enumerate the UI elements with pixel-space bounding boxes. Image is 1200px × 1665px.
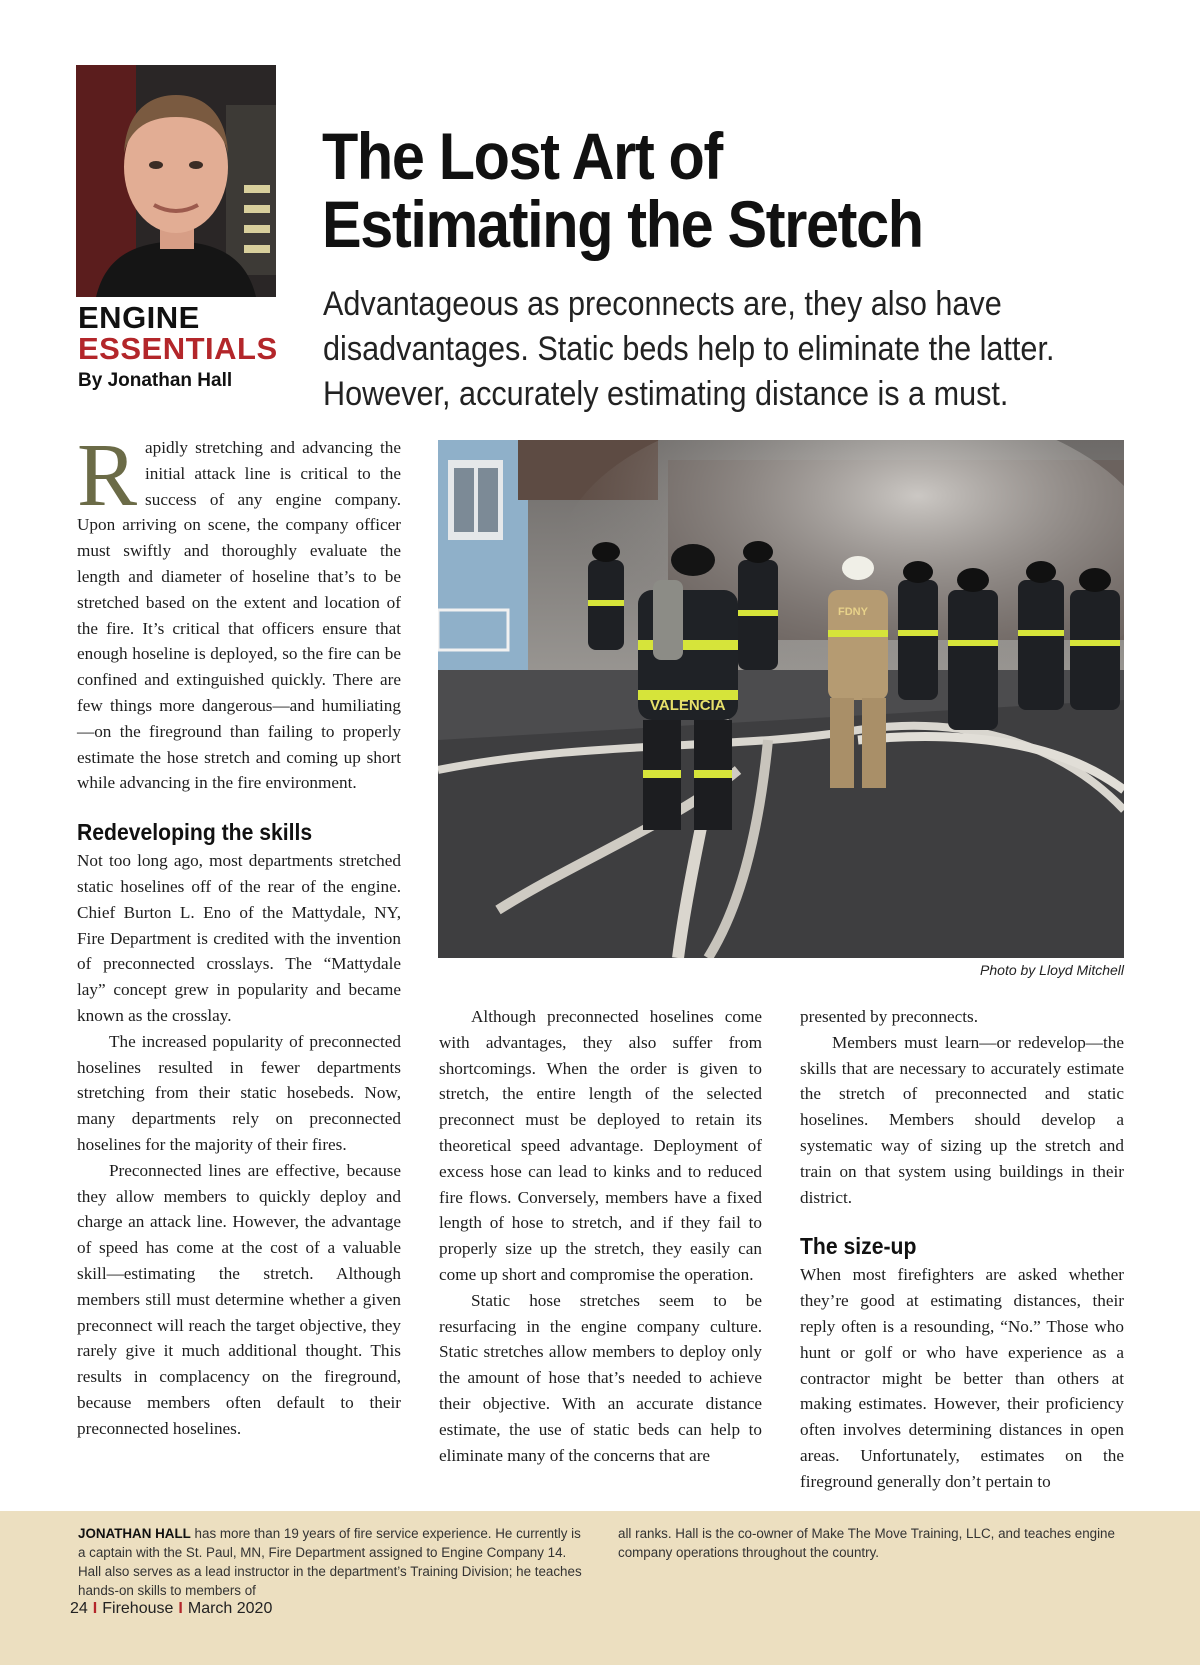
paragraph: Not too long ago, most departments stretched static hoselines off of the rear of the engine. Chief Burton L. Eno of the Mattydale, NY, Fire Department is credited with the invention of preconnected crosslays. The “Mattydale lay” concept grew in popularity and became known as the crosslay. (77, 851, 401, 1025)
text-column-1 (77, 426, 401, 1441)
paragraph: Static hose stretches seem to be resurfacing in the engine company culture. Static stretches allow members to deploy only the amount of hose that’s needed to achieve their objective. With an accurate distance estimate, the use of static beds can help to eliminate many of the concerns that are (439, 1290, 762, 1465)
paragraph: Although preconnected hoselines come with advantages, they also suffer from shortcomings. When the order is given to stretch, the entire length of the selected preconnect must be deployed to retain its theoretical speed advantage. Deployment of excess hose can lead to kinks and to reduced fire flows. Conversely, members have a fixed length of hose to stretch, and if they fail to properly size up the stretch, they easily can come up short and compromise the operation. (439, 1007, 762, 1284)
article-title (322, 119, 1042, 261)
author-bio-right: all ranks. Hall is the co-owner of Make The Move Training, LLC, and teaches engine company operations throughout the country. (618, 1526, 1115, 1560)
column-name-line2: ESSENTIALS (78, 331, 278, 366)
coat-label-valencia: VALENCIA (650, 697, 726, 714)
page-folio (70, 1600, 272, 1618)
paragraph: When most firefighters are asked whether they’re good at estimating distances, their reply often is a resounding, “No.” Those who hunt or golf or who have experience as a contractor might be better than others at making estimates. However, their proficiency often involves determining distances in open areas. Unfortunately, estimates on the fireground generally don’t pertain to (800, 1265, 1124, 1491)
author-photo (76, 65, 276, 297)
photo-credit: Photo by Lloyd Mitchell (980, 962, 1124, 978)
drop-cap: R (77, 426, 138, 525)
page-number: 24 (70, 1600, 88, 1617)
column-branding (78, 302, 298, 392)
bio-text-left: has more than 19 years of fire service experience. He currently is a captain with the St. Paul, MN, Fire Department assigned to Engine Company 14. Hall also serves as a lead instructor in the department’s Training Division; he teaches hands-on skills to members of (78, 1526, 582, 1598)
subhead-redeveloping: Redeveloping the skills (77, 819, 313, 846)
bio-author-name: JONATHAN HALL (78, 1526, 191, 1541)
byline: By Jonathan Hall (78, 370, 233, 391)
title-line1: The Lost Art of (322, 119, 722, 193)
paragraph-intro (77, 426, 401, 796)
paragraph: Members must learn—or redevelop—the skills that are necessary to accurately estimate the stretch of preconnected and static hoselines. Members should develop a systematic way of sizing up the stretch and train on that system using buildings in their district. (800, 1032, 1124, 1207)
subhead-size-up: The size-up (800, 1233, 917, 1260)
coat-label-fdny: FDNY (838, 606, 868, 618)
author-bio-left (78, 1524, 585, 1600)
text-column-3 (800, 1004, 1124, 1495)
title-line2: Estimating the Stretch (322, 187, 923, 261)
article-deck: Advantageous as preconnects are, they also have disadvantages. Static beds help to eliminate the latter. However, accurately estimating distance is a must. (323, 285, 1055, 413)
folio-separator: I (92, 1600, 98, 1617)
paragraph: Preconnected lines are effective, because they allow members to quickly deploy and charge an attack line. However, the advantage of speed has come at the cost of a valuable skill—estimating the stretch. Although members still must determine whether a given preconnect will reach the target objective, they rarely give it much additional thought. This results in complacency on the fireground, because members often default to their preconnected hoselines. (77, 1160, 401, 1438)
magazine-name: Firehouse (102, 1600, 174, 1617)
paragraph: The increased popularity of preconnected hoselines resulted in fewer departments stretching from their static hosebeds. Now, many departments rely on preconnected hoselines for the majority of their fires. (77, 1031, 401, 1154)
fireground-photo (438, 440, 1124, 958)
issue-date: March 2020 (187, 1600, 273, 1617)
text-column-2 (439, 1004, 762, 1468)
folio-separator: I (178, 1600, 183, 1617)
paragraph-continued: presented by preconnects. (800, 1007, 979, 1026)
column-name-line1: ENGINE (78, 300, 200, 335)
intro-text: apidly stretching and advancing the initial attack line is critical to the success of any engine company. Upon arriving on scene, the company officer must swiftly and thoroughly evaluate the length and diameter of hoseline that’s to be stretched based on the extent and location of the fire. It’s critical that officers ensure that enough hoseline is deployed, so the fire can be confined and extinguished quickly. There are few things more dangerous—and humiliating—on the fireground than failing to properly estimate the hose stretch and coming up short while advancing in the fire environment. (77, 438, 401, 793)
